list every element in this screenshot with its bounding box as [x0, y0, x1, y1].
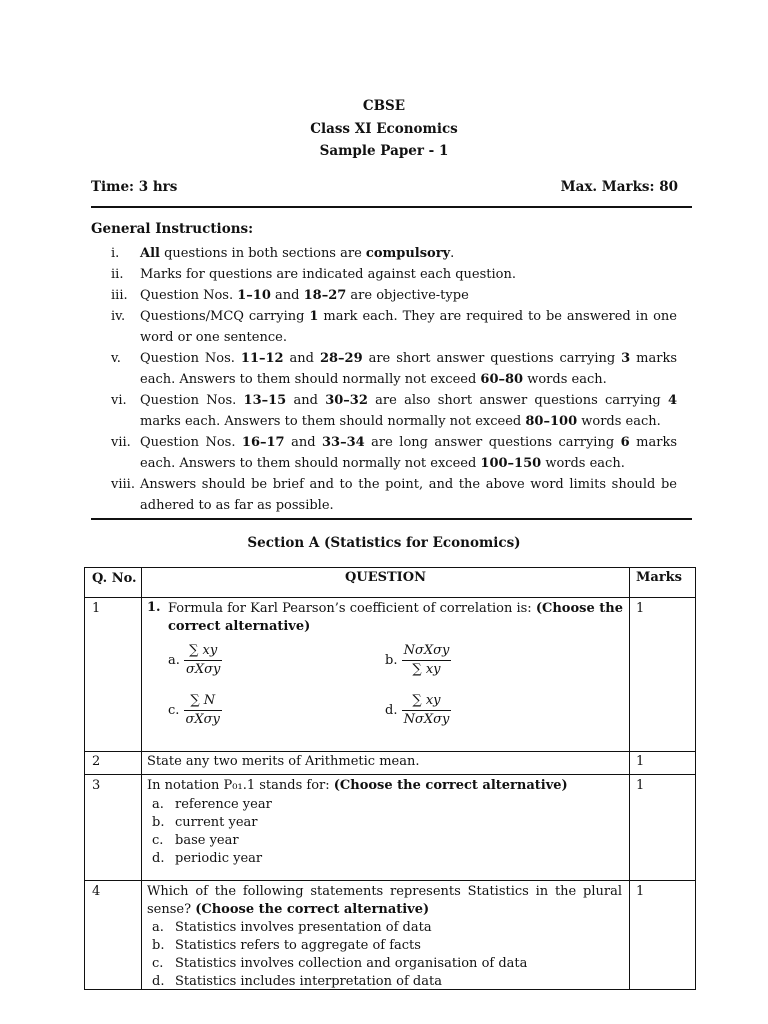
formula-fraction	[184, 642, 222, 679]
time-label: Time: 3 hrs	[91, 179, 178, 195]
question-text: State any two merits of Arithmetic mean.	[147, 754, 420, 769]
instruction-text: Question Nos. 1–10 and 18–27 are objective-type	[140, 288, 469, 303]
qno-cell: 1	[85, 598, 142, 752]
table-row	[85, 598, 696, 752]
marks-header: Marks	[630, 568, 696, 598]
option-label: d.	[385, 703, 402, 718]
qno-header: Q. No.	[85, 568, 142, 598]
formula-fraction	[402, 642, 452, 679]
option-text: current year	[175, 815, 258, 830]
list-item	[152, 815, 258, 830]
instruction-text: Questions/MCQ carrying 1 mark each. They are required to be answered in one word or one sentence.	[140, 309, 677, 345]
option-label: c.	[152, 833, 164, 848]
question-number: 1.	[147, 600, 161, 615]
option-label: d.	[152, 851, 165, 866]
instruction-item	[91, 243, 678, 264]
list-item	[152, 851, 262, 866]
formula-denominator: ∑ xy	[412, 662, 441, 677]
board-title: CBSE	[362, 98, 406, 114]
option-text: reference year	[175, 797, 272, 812]
list-item	[152, 920, 432, 935]
instruction-item	[91, 348, 678, 390]
class-subject-title: Class XI Economics	[310, 121, 458, 137]
option-label: a.	[152, 920, 164, 935]
question-header: QUESTION	[142, 568, 630, 598]
qno-cell: 4	[85, 881, 142, 990]
table-row	[85, 752, 696, 775]
instruction-item	[91, 474, 678, 516]
marks-cell: 1	[630, 881, 696, 990]
option-text: Statistics involves collection and organisation of data	[175, 956, 528, 971]
question-cell	[142, 881, 630, 990]
formula-option	[385, 692, 451, 729]
table-row	[85, 775, 696, 881]
instruction-text: All questions in both sections are compulsory.	[140, 246, 455, 261]
marks-cell: 1	[630, 775, 696, 881]
instruction-item	[91, 390, 678, 432]
formula-option	[168, 692, 222, 729]
qno-cell: 3	[85, 775, 142, 881]
question-text: Formula for Karl Pearson’s coefficient of correlation is: (Choose the correct alternative)	[168, 601, 623, 634]
list-item	[152, 956, 527, 971]
option-label: a.	[152, 797, 164, 812]
formula-fraction	[184, 692, 222, 729]
instruction-number: viii.	[111, 477, 135, 492]
marks-cell: 1	[630, 598, 696, 752]
question-cell	[142, 598, 630, 752]
instruction-text: Question Nos. 11–12 and 28–29 are short answer questions carrying 3 marks each. Answers to them should normally not exceed 60–80 words each.	[140, 351, 678, 387]
instruction-number: iii.	[111, 288, 128, 303]
instruction-item	[91, 306, 678, 348]
option-label: a.	[168, 653, 185, 668]
instruction-item	[91, 285, 678, 306]
instruction-number: i.	[111, 246, 120, 261]
option-text: base year	[175, 833, 239, 848]
formula-fraction	[402, 692, 452, 729]
max-marks-label: Max. Marks: 80	[560, 179, 678, 195]
formula-numerator: NσXσy	[402, 642, 452, 661]
question-text: In notation P₀₁.1 stands for: (Choose the correct alternative)	[147, 778, 568, 793]
instruction-text: Answers should be brief and to the point, and the above word limits should be adhered to as far as possible.	[140, 477, 677, 513]
instructions-divider	[91, 518, 692, 520]
instruction-number: vii.	[111, 435, 131, 450]
list-item	[152, 797, 272, 812]
table-header-row	[85, 568, 696, 598]
instruction-number: ii.	[111, 267, 124, 282]
instruction-text: Question Nos. 16–17 and 33–34 are long answer questions carrying 6 marks each. Answers to them should normally not exceed 100–150 words each.	[140, 435, 677, 471]
question-cell	[142, 752, 630, 775]
formula-numerator: ∑ xy	[402, 692, 452, 711]
instruction-text: Question Nos. 13–15 and 30–32 are also short answer questions carrying 4 marks each. Answers to them should normally not exceed 80–100 words each.	[140, 393, 677, 429]
question-cell	[142, 775, 630, 881]
marks-cell: 1	[630, 752, 696, 775]
general-instructions-heading: General Instructions:	[91, 221, 254, 237]
qno-cell: 2	[85, 752, 142, 775]
section-title: Section A (Statistics for Economics)	[247, 535, 521, 551]
formula-denominator: σXσy	[185, 712, 220, 727]
option-label: b.	[385, 653, 402, 668]
header-divider	[91, 206, 692, 208]
instruction-number: v.	[111, 351, 121, 366]
formula-numerator: ∑ xy	[184, 642, 222, 661]
option-label: d.	[152, 974, 165, 989]
formula-denominator: NσXσy	[403, 712, 450, 727]
instruction-item	[91, 432, 678, 474]
option-label: c.	[168, 703, 184, 718]
option-label: c.	[152, 956, 164, 971]
option-text: periodic year	[175, 851, 263, 866]
option-label: b.	[152, 938, 165, 953]
formula-option	[168, 642, 222, 679]
instruction-item	[91, 264, 678, 285]
formula-denominator: σXσy	[186, 662, 221, 677]
instruction-number: vi.	[111, 393, 127, 408]
list-item	[152, 833, 239, 848]
table-row	[85, 881, 696, 990]
option-text: Statistics involves presentation of data	[175, 920, 432, 935]
instruction-number: iv.	[111, 309, 126, 324]
formula-option	[385, 642, 451, 679]
option-text: Statistics includes interpretation of data	[175, 974, 442, 989]
paper-title: Sample Paper - 1	[319, 143, 449, 159]
instruction-text: Marks for questions are indicated against each question.	[140, 267, 516, 282]
question-text: Which of the following statements represents Statistics in the plural sense? (Choose the correct alternative)	[147, 884, 622, 917]
list-item	[152, 938, 421, 953]
list-item	[152, 974, 442, 989]
formula-numerator: ∑ N	[184, 692, 222, 711]
option-label: b.	[152, 815, 165, 830]
question-table	[84, 567, 696, 990]
option-text: Statistics refers to aggregate of facts	[175, 938, 421, 953]
